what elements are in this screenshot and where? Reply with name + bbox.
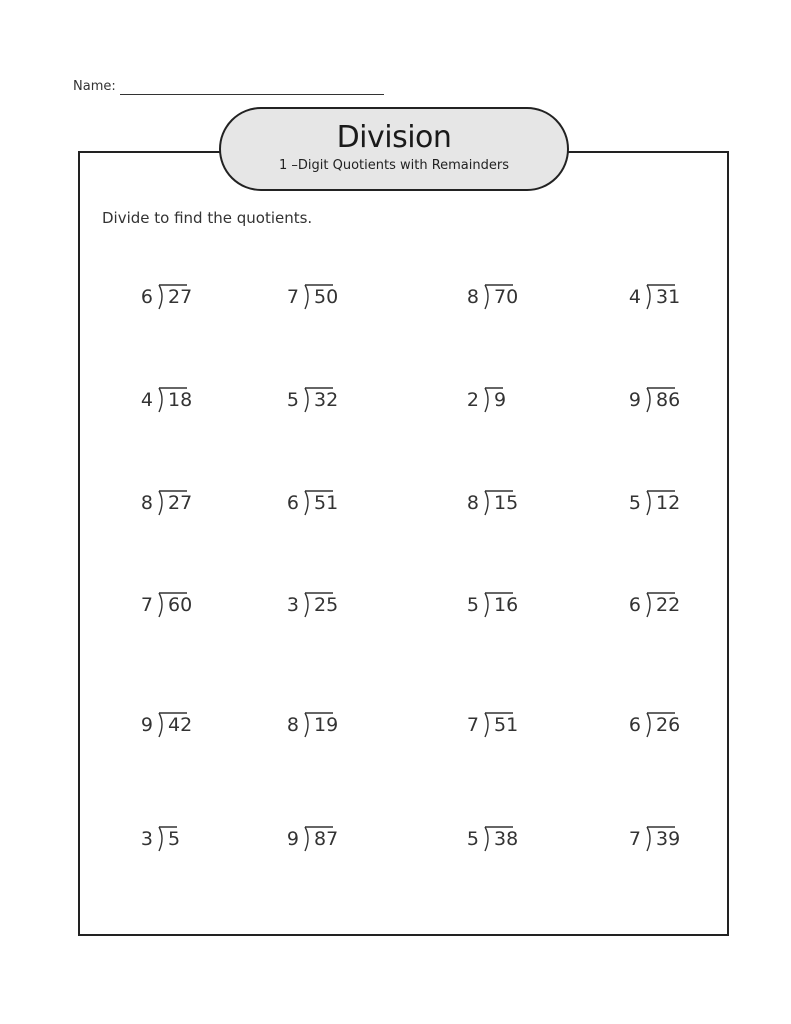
divisor: 6 — [140, 286, 153, 308]
divisor: 9 — [286, 828, 299, 850]
divisor: 7 — [140, 594, 153, 616]
divisor: 4 — [628, 286, 641, 308]
divisor: 3 — [286, 594, 299, 616]
divisor: 6 — [628, 594, 641, 616]
divisor: 7 — [286, 286, 299, 308]
instructions: Divide to find the quotients. — [102, 209, 313, 227]
divisor: 5 — [466, 594, 479, 616]
divisor: 5 — [286, 389, 299, 411]
divisor: 8 — [466, 492, 479, 514]
divisor: 8 — [140, 492, 153, 514]
title-banner — [219, 107, 569, 191]
dividend: 87 — [314, 828, 339, 850]
dividend: 18 — [168, 389, 193, 411]
worksheet-title: Division — [336, 120, 452, 155]
divisor: 7 — [466, 714, 479, 736]
divisor: 9 — [628, 389, 641, 411]
worksheet-subtitle: 1 –Digit Quotients with Remainders — [278, 158, 509, 173]
divisor: 9 — [140, 714, 153, 736]
dividend: 5 — [168, 828, 181, 850]
divisor: 2 — [466, 389, 479, 411]
dividend: 19 — [314, 714, 339, 736]
divisor: 6 — [628, 714, 641, 736]
dividend: 27 — [168, 286, 193, 308]
dividend: 51 — [494, 714, 519, 736]
dividend: 9 — [494, 389, 507, 411]
divisor: 4 — [140, 389, 153, 411]
name-row — [73, 79, 116, 94]
name-input-line[interactable] — [120, 94, 384, 95]
dividend: 16 — [494, 594, 519, 616]
divisor: 5 — [466, 828, 479, 850]
dividend: 22 — [656, 594, 681, 616]
dividend: 15 — [494, 492, 519, 514]
divisor: 3 — [140, 828, 153, 850]
divisor: 8 — [286, 714, 299, 736]
divisor: 6 — [286, 492, 299, 514]
worksheet-frame — [78, 151, 729, 936]
dividend: 42 — [168, 714, 193, 736]
dividend: 12 — [656, 492, 681, 514]
divisor: 7 — [628, 828, 641, 850]
dividend: 25 — [314, 594, 339, 616]
divisor: 8 — [466, 286, 479, 308]
name-label: Name: — [73, 79, 116, 94]
divisor: 5 — [628, 492, 641, 514]
dividend: 50 — [314, 286, 339, 308]
dividend: 27 — [168, 492, 193, 514]
dividend: 32 — [314, 389, 339, 411]
dividend: 38 — [494, 828, 519, 850]
dividend: 26 — [656, 714, 681, 736]
dividend: 31 — [656, 286, 681, 308]
dividend: 51 — [314, 492, 339, 514]
dividend: 86 — [656, 389, 681, 411]
dividend: 60 — [168, 594, 193, 616]
dividend: 70 — [494, 286, 519, 308]
dividend: 39 — [656, 828, 681, 850]
